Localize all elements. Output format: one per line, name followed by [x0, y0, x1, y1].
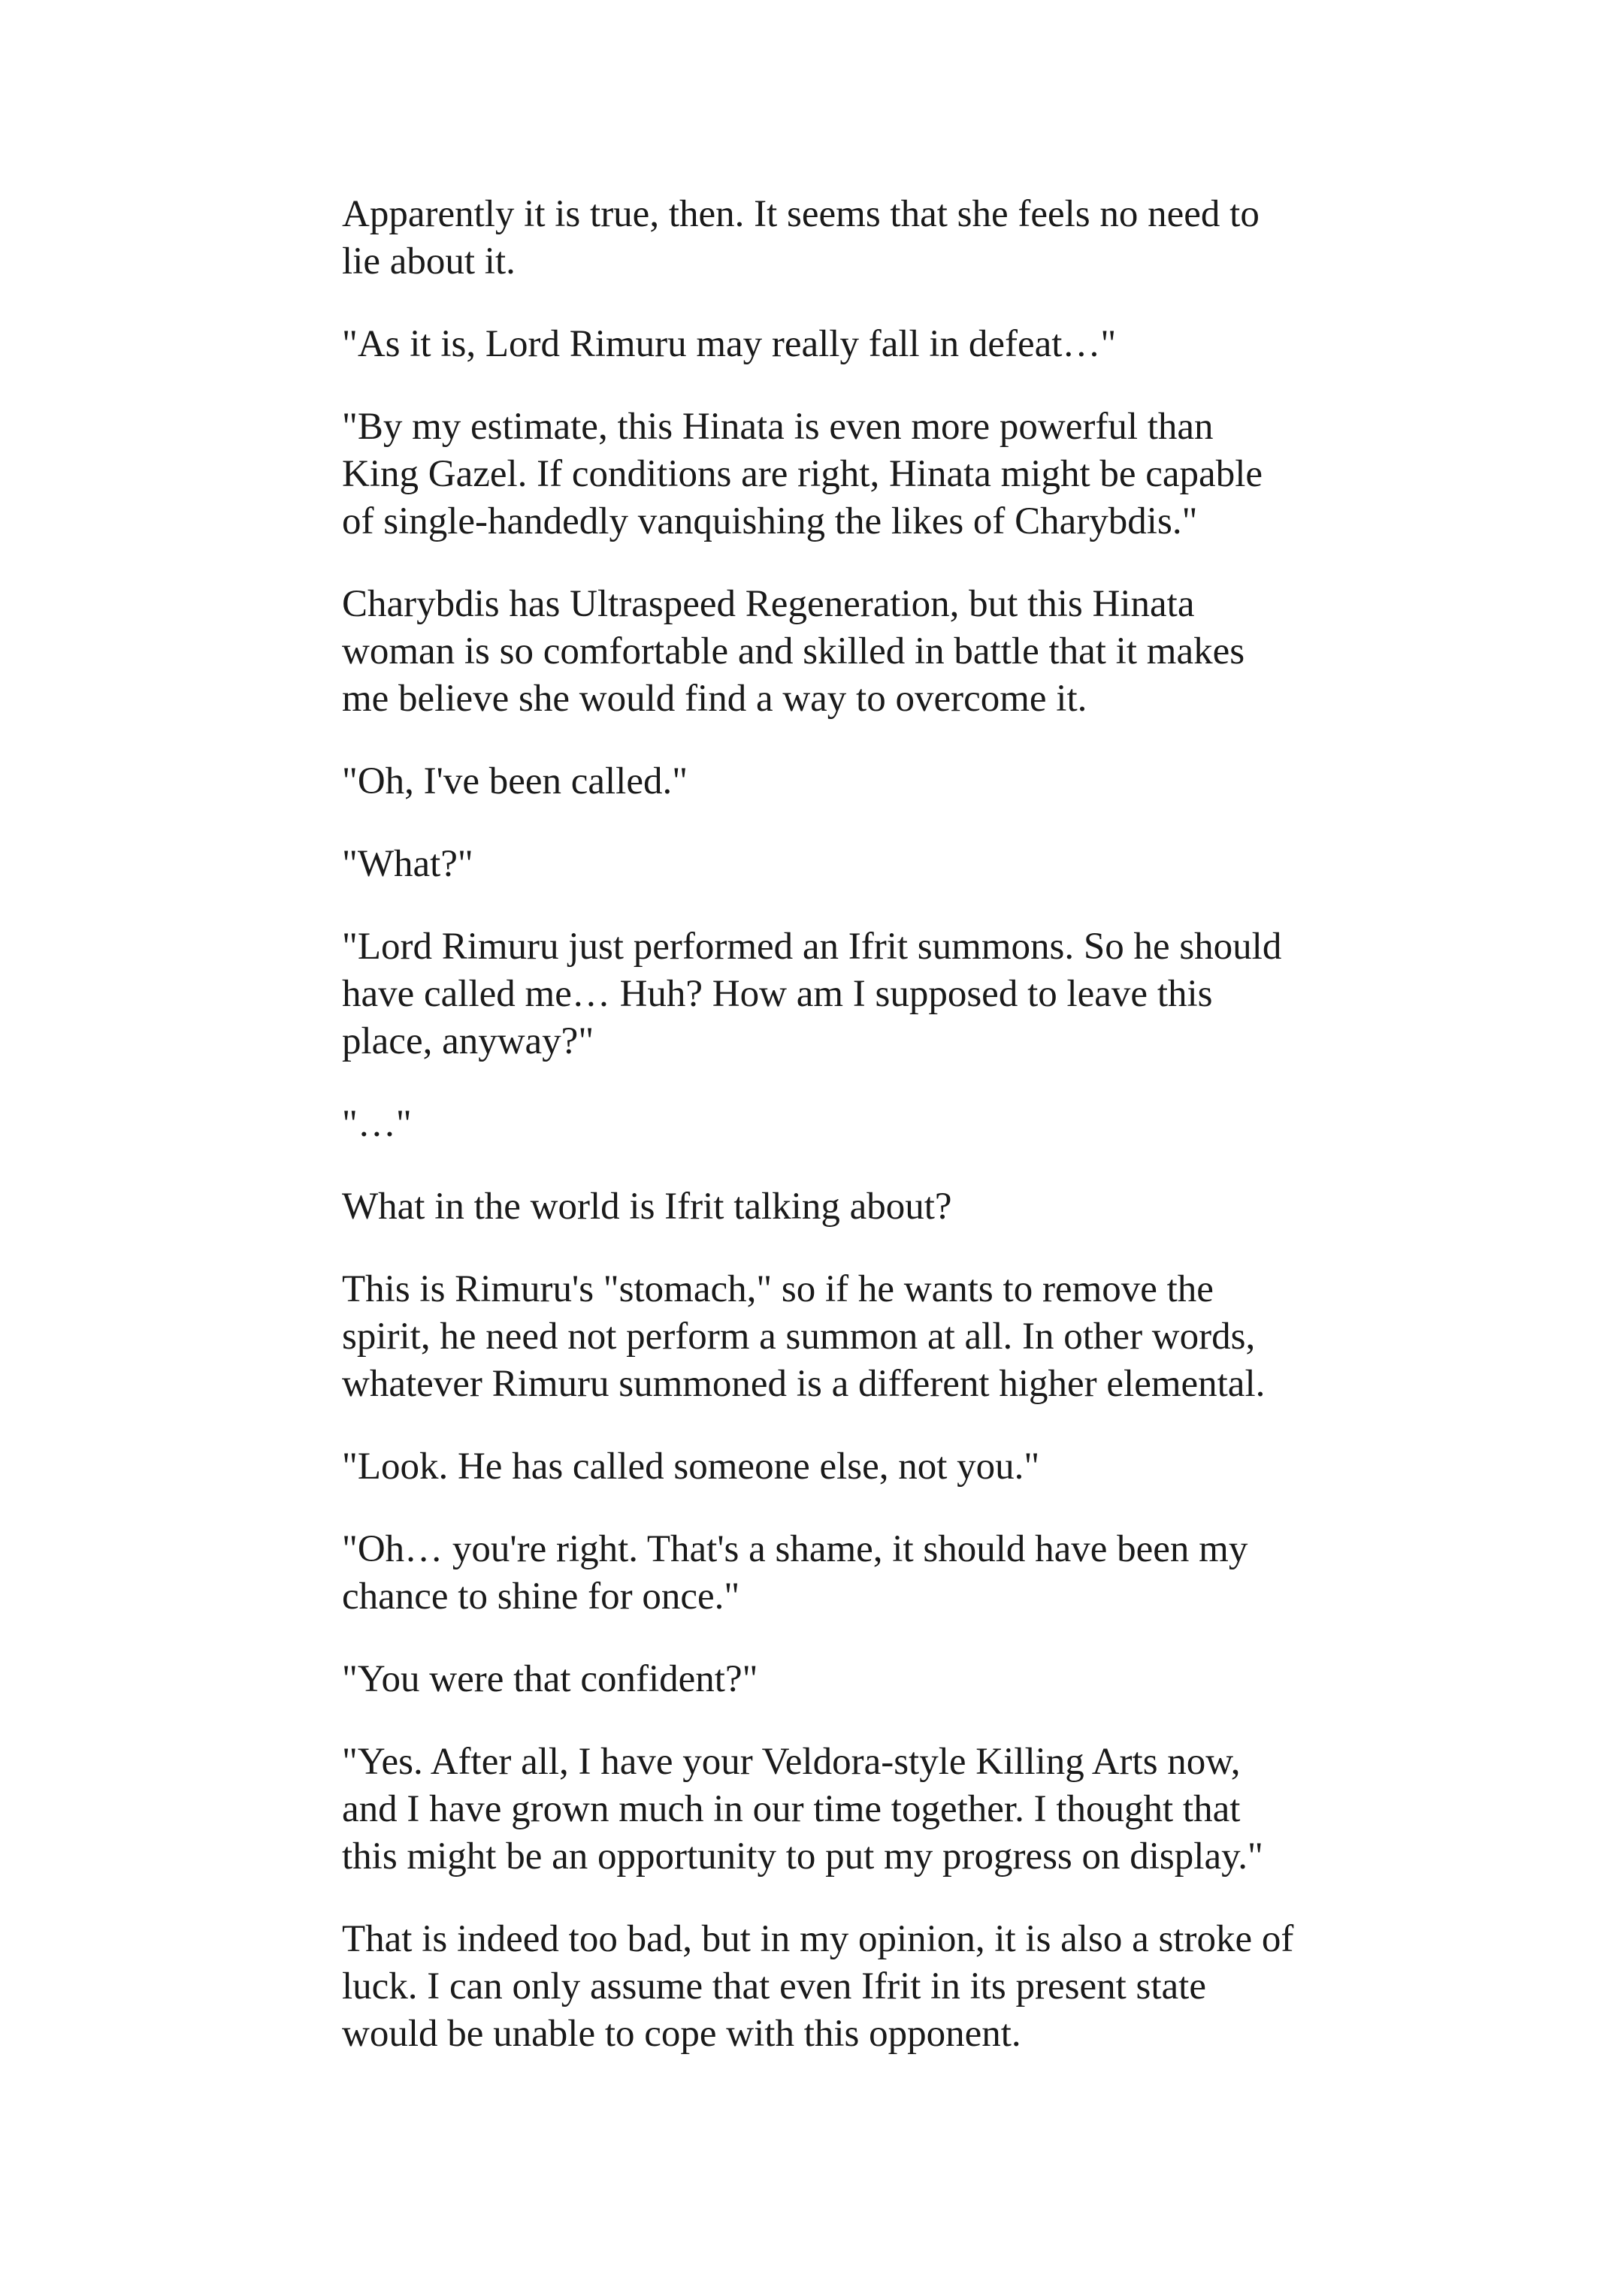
- paragraph: What in the world is Ifrit talking about?: [342, 1186, 952, 1228]
- paragraph: "By my estimate, this Hinata is even more powerful than King Gazel. If conditions are right, Hinata might be capable of single-handedly vanquishing the likes of Charybdis.": [342, 406, 1263, 542]
- paragraph: "Yes. After all, I have your Veldora-style Killing Arts now, and I have grown much in our time together. I thought that this might be an opportunity to put my progress on display.": [342, 1741, 1263, 1878]
- paragraph: This is Rimuru's "stomach," so if he wants to remove the spirit, he need not perform a summon at all. In other words, whatever Rimuru summoned is a different higher elemental.: [342, 1268, 1266, 1405]
- paragraph: "You were that confident?": [342, 1658, 758, 1700]
- paragraph: "As it is, Lord Rimuru may really fall in defeat…": [342, 323, 1117, 365]
- paragraph: That is indeed too bad, but in my opinion, it is also a stroke of luck. I can only assume that even Ifrit in its present state would be unable to cope with this opponent.: [342, 1918, 1294, 2055]
- paragraph: "Look. He has called someone else, not you.": [342, 1446, 1040, 1488]
- paragraph: Apparently it is true, then. It seems that she feels no need to lie about it.: [342, 193, 1260, 282]
- paragraph: "What?": [342, 843, 473, 885]
- paragraph: "…": [342, 1103, 412, 1145]
- paragraph: "Lord Rimuru just performed an Ifrit summons. So he should have called me… Huh? How am I supposed to leave this place, anyway?": [342, 926, 1282, 1062]
- paragraph: "Oh… you're right. That's a shame, it should have been my chance to shine for once.": [342, 1528, 1248, 1618]
- page-text: [342, 191, 1295, 2058]
- paragraph: "Oh, I've been called.": [342, 760, 688, 802]
- paragraph: Charybdis has Ultraspeed Regeneration, but this Hinata woman is so comfortable and skilled in battle that it makes me believe she would find a way to overcome it.: [342, 583, 1245, 720]
